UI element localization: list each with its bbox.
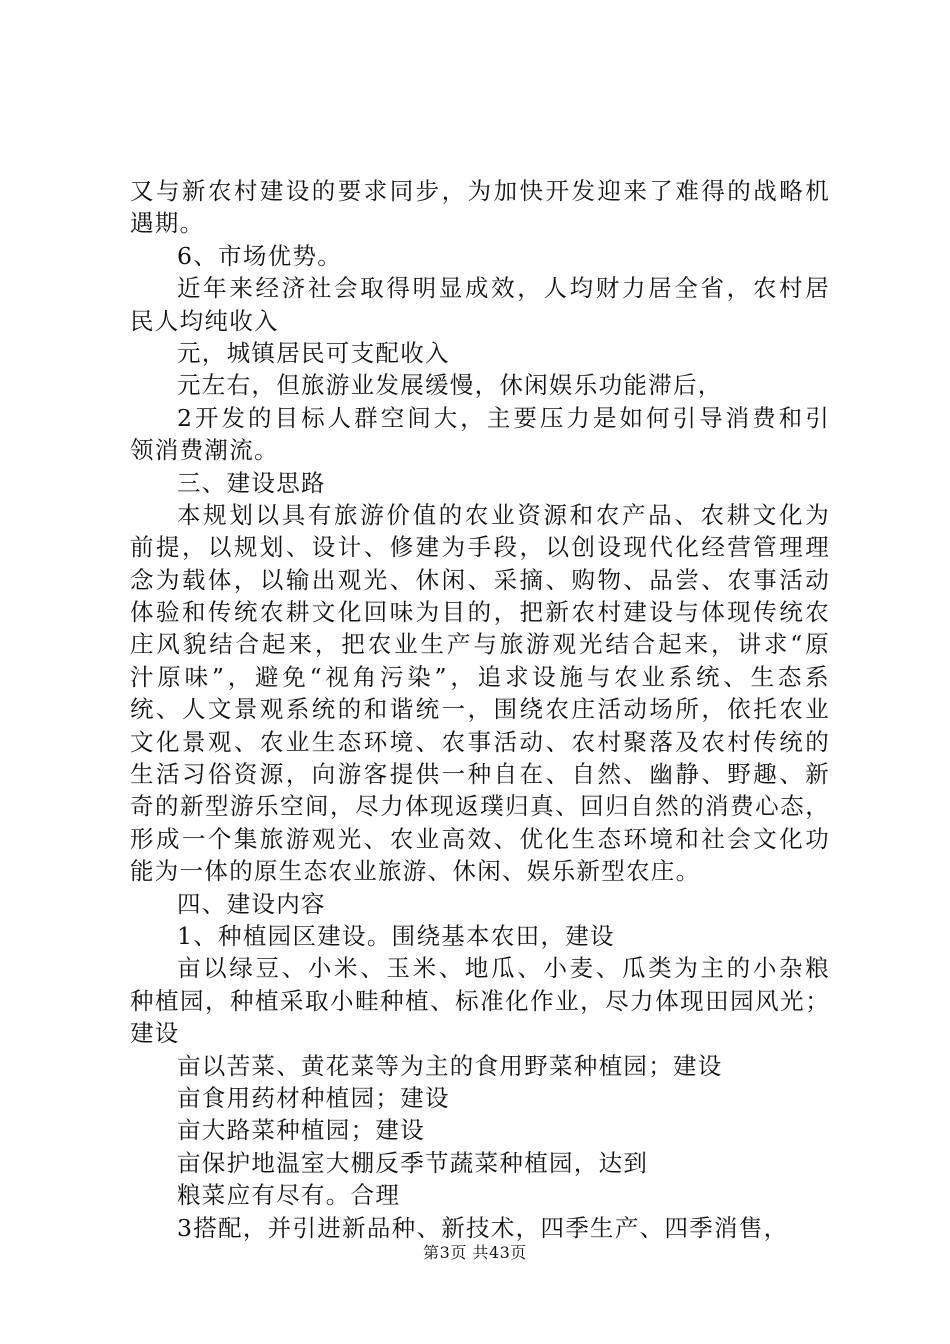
text-line: 领消费潮流。 <box>130 436 279 465</box>
text-line: 元，城镇居民可支配收入 <box>177 338 450 367</box>
text-line: 文化景观、农业生态环境、农事活动、农村聚落及农村传统的 <box>130 727 830 756</box>
text-line: 种植园，种植采取小畦种植、标准化作业，尽力体现田园风光； <box>130 986 830 1015</box>
text-line: 前提，以规划、设计、修建为手段，以创设现代化经营管理理 <box>130 533 830 562</box>
text-line: 元左右，但旅游业发展缓慢，休闲娱乐功能滞后， <box>177 371 723 400</box>
text-line: 生活习俗资源，向游客提供一种自在、自然、幽静、野趣、新 <box>130 760 830 789</box>
text-line: 民人均纯收入 <box>130 306 279 335</box>
text-line: 亩以绿豆、小米、玉米、地瓜、小麦、瓜类为主的小杂粮 <box>177 954 830 983</box>
text-line: 6、市场优势。 <box>177 241 343 270</box>
text-line: 粮菜应有尽有。合理 <box>177 1181 401 1210</box>
text-line: 三、建设思路 <box>177 468 326 497</box>
text-line: 遇期。 <box>130 209 205 238</box>
text-line: 亩以苦菜、黄花菜等为主的食用野菜种植园；建设 <box>177 1051 723 1080</box>
text-line: 四、建设内容 <box>177 889 326 918</box>
text-line: 汁原味”，避免“视角污染”，追求设施与农业系统、生态系 <box>130 662 830 691</box>
page-footer: 第3页 共43页 <box>423 1243 527 1262</box>
text-line: 3搭配，并引进新品种、新技术，四季生产、四季消售， <box>177 1213 789 1242</box>
text-line: 近年来经济社会取得明显成效，人均财力居全省，农村居 <box>177 274 830 303</box>
text-line: 2开发的目标人群空间大，主要压力是如何引导消费和引 <box>177 403 830 432</box>
text-line: 能为一体的原生态农业旅游、休闲、娱乐新型农庄。 <box>130 857 701 886</box>
text-line: 庄风貌结合起来，把农业生产与旅游观光结合起来，讲求“原 <box>130 630 830 659</box>
text-line: 形成一个集旅游观光、农业高效、优化生态环境和社会文化功 <box>130 824 830 853</box>
text-line: 亩大路菜种植园；建设 <box>177 1116 425 1145</box>
text-line: 本规划以具有旅游价值的农业资源和农产品、农耕文化为 <box>177 500 830 529</box>
text-line: 又与新农村建设的要求同步，为加快开发迎来了难得的战略机 <box>130 177 830 205</box>
document-body <box>130 175 830 1244</box>
text-line: 统、人文景观系统的和谐统一，围绕农庄活动场所，依托农业 <box>130 695 830 724</box>
text-line: 亩保护地温室大棚反季节蔬菜种植园，达到 <box>177 1148 649 1177</box>
text-line: 体验和传统农耕文化回味为目的，把新农村建设与体现传统农 <box>130 598 830 627</box>
text-line: 建设 <box>130 1019 180 1048</box>
text-line: 奇的新型游乐空间，尽力体现返璞归真、回归自然的消费心态， <box>130 792 830 821</box>
text-line: 念为载体，以输出观光、休闲、采摘、购物、品尝、农事活动 <box>130 565 830 594</box>
text-line: 亩食用药材种植园；建设 <box>177 1083 450 1112</box>
text-line: 1、种植园区建设。围绕基本农田，建设 <box>177 921 615 950</box>
